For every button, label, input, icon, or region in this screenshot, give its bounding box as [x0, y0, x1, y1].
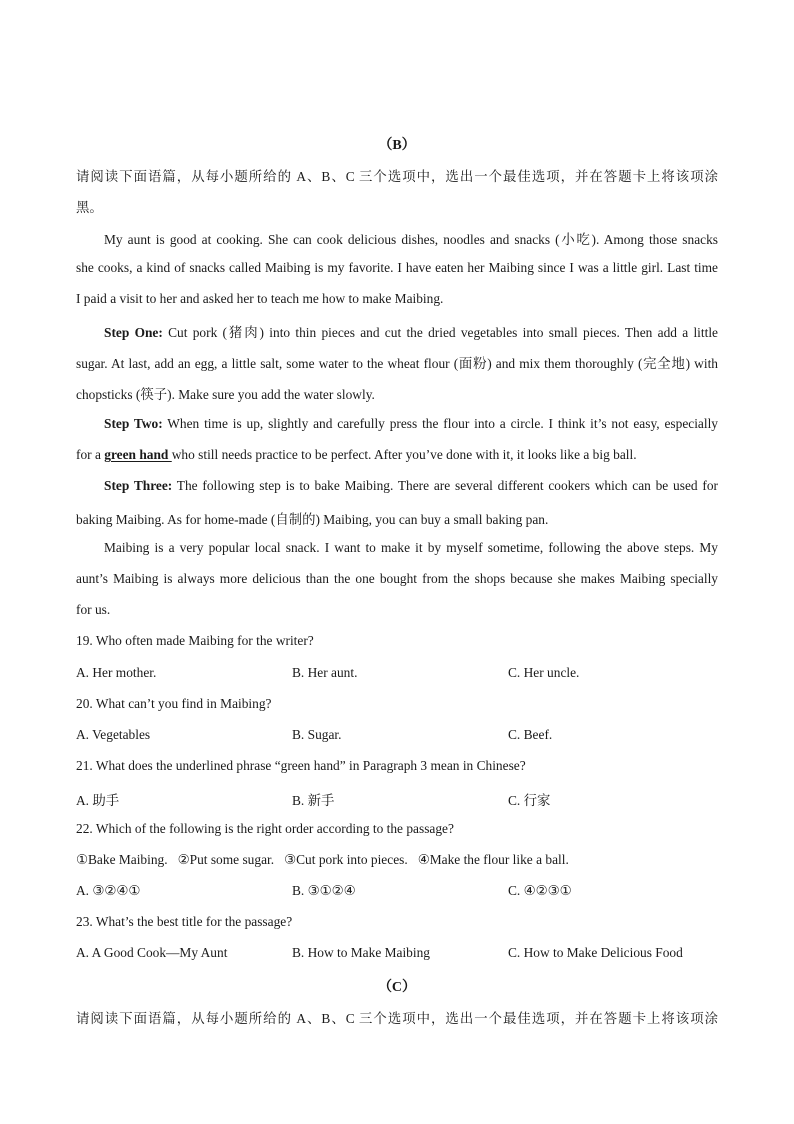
underlined-phrase: green hand	[104, 447, 172, 462]
step-one-line	[104, 322, 718, 341]
option-22-b: B. ③①②④	[292, 883, 356, 898]
step-three-label: Step Three:	[104, 478, 173, 493]
option-23-a: A. A Good Cook—My Aunt	[76, 945, 228, 960]
option-23-b: B. How to Make Maibing	[292, 945, 430, 960]
section-b-instruction: 请阅读下面语篇，从每小题所给的 A、B、C 三个选项中，选出一个最佳选项，并在答题卡上将该项涂	[76, 169, 718, 184]
question-19: 19. Who often made Maibing for the writer?	[76, 633, 314, 648]
passage-line	[76, 447, 637, 463]
option-21-c: C. 行家	[508, 793, 551, 808]
step-two-line	[104, 416, 718, 432]
step-one-text: Cut pork (猪肉) into thin pieces and cut the dried vegetables into small pieces. Then add a little	[162, 325, 718, 340]
step-three-text: The following step is to bake Maibing. There are several different cookers which can be used for	[172, 478, 718, 493]
question-21: 21. What does the underlined phrase “green hand” in Paragraph 3 mean in Chinese?	[76, 758, 526, 773]
section-b-title: （B）	[378, 138, 416, 153]
step-three-line	[104, 478, 718, 494]
passage-line: she cooks, a kind of snacks called Maibing is my favorite. I have eaten her Maibing since I was a little girl. Last time	[76, 260, 718, 275]
passage-line: for us.	[76, 602, 111, 617]
option-22-c: C. ④②③①	[508, 883, 572, 898]
option-20-c: C. Beef.	[508, 727, 553, 742]
text-span: for a	[76, 447, 105, 462]
passage-line: chopsticks (筷子). Make sure you add the water slowly.	[76, 387, 375, 402]
option-22-a: A. ③②④①	[76, 883, 141, 898]
option-21-b: B. 新手	[292, 793, 335, 808]
step-two-label: Step Two:	[104, 416, 163, 431]
section-c-title: （C）	[377, 980, 417, 995]
passage-line: My aunt is good at cooking. She can cook delicious dishes, noodles and snacks (小吃). Among those snacks	[104, 232, 718, 247]
question-22: 22. Which of the following is the right order according to the passage?	[76, 821, 454, 836]
section-c-instruction: 请阅读下面语篇，从每小题所给的 A、B、C 三个选项中，选出一个最佳选项，并在答题卡上将该项涂	[76, 1011, 718, 1026]
option-23-c: C. How to Make Delicious Food	[508, 945, 683, 960]
text-span: who still needs practice to be perfect. After you’ve done with it, it looks like a big ball.	[171, 447, 637, 462]
question-23: 23. What’s the best title for the passage?	[76, 914, 293, 929]
section-b-instruction-cont: 黑。	[76, 200, 103, 215]
option-19-c: C. Her uncle.	[508, 665, 580, 680]
option-19-b: B. Her aunt.	[292, 665, 358, 680]
passage-line: I paid a visit to her and asked her to teach me how to make Maibing.	[76, 291, 444, 306]
question-22-steps: ①Bake Maibing. ②Put some sugar. ③Cut pork into pieces. ④Make the flour like a ball.	[76, 852, 569, 867]
question-20: 20. What can’t you find in Maibing?	[76, 696, 272, 711]
option-19-a: A. Her mother.	[76, 665, 157, 680]
step-two-text: When time is up, slightly and carefully press the flour into a circle. I think it’s not easy, especially	[162, 416, 719, 431]
passage-line: sugar. At last, add an egg, a little salt, some water to the wheat flour (面粉) and mix them thoroughly (完全地) with	[76, 356, 718, 371]
passage-line: aunt’s Maibing is always more delicious than the one bought from the shops because she makes Maibing specially	[76, 571, 718, 586]
step-one-label: Step One:	[104, 325, 163, 340]
passage-line: baking Maibing. As for home-made (自制的) Maibing, you can buy a small baking pan.	[76, 512, 549, 527]
option-21-a: A. 助手	[76, 793, 120, 808]
passage-line: Maibing is a very popular local snack. I want to make it by myself sometime, following the above steps. My	[104, 540, 718, 555]
option-20-a: A. Vegetables	[76, 727, 151, 742]
option-20-b: B. Sugar.	[292, 727, 342, 742]
